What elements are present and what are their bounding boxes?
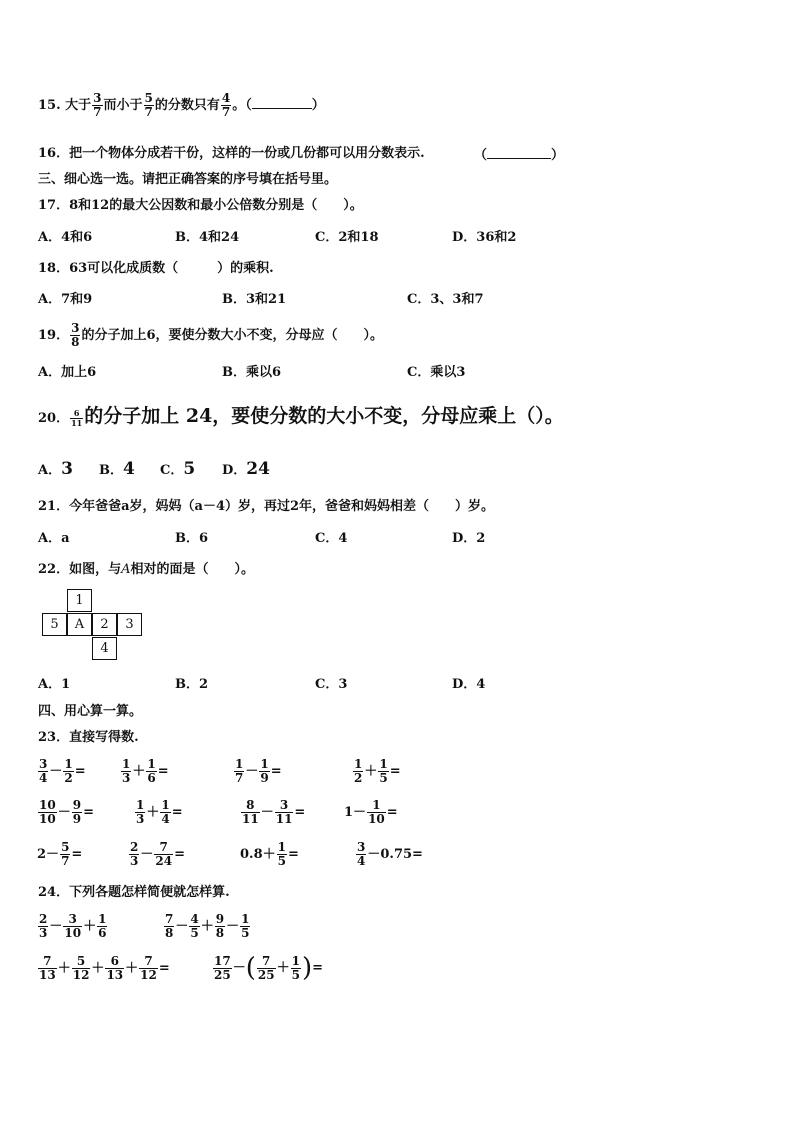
numerator: 5 bbox=[144, 91, 153, 105]
q17-option-c[interactable]: C．2和18 bbox=[315, 230, 379, 245]
q17-option-a[interactable]: A．4和6 bbox=[38, 230, 93, 245]
fraction bbox=[70, 322, 80, 349]
calc-1-3-plus-1-4: $\frac{1}{3}$ ＋ $\frac{1}{4}$ = bbox=[136, 798, 183, 826]
calc-10-10-minus-9-9: $\frac{10}{10}$ － $\frac{9}{9}$ = bbox=[39, 798, 94, 826]
q15-text-1: 大于 bbox=[65, 98, 92, 113]
q21-option-b[interactable]: B．6 bbox=[175, 531, 209, 546]
q15-text-3: 的分数只有 bbox=[154, 98, 220, 113]
q15-text-4: 。（ bbox=[232, 98, 252, 113]
q19 bbox=[38, 322, 383, 349]
net-face-right-1: 2 bbox=[92, 613, 117, 636]
q21-option-a[interactable]: A．a bbox=[38, 531, 70, 546]
q20-option-a[interactable] bbox=[38, 461, 73, 479]
q20-option-c[interactable] bbox=[160, 461, 195, 479]
numerator: 6 bbox=[73, 408, 80, 418]
numerator: 3 bbox=[71, 321, 80, 335]
q22-option-a[interactable]: A．1 bbox=[38, 677, 71, 692]
calc-24-2: $\frac{7}{8}$ － $\frac{4}{5}$ ＋ $\frac{9}{8}$ － $\frac{1}{5}$ bbox=[165, 912, 250, 940]
option-value: 3 bbox=[61, 459, 73, 479]
section-4-heading: 四、用心算一算。 bbox=[38, 704, 143, 719]
q20-option-b[interactable] bbox=[99, 461, 135, 479]
q17-option-b[interactable]: B．4和24 bbox=[175, 230, 240, 245]
q22-variable: A bbox=[121, 562, 131, 577]
fraction bbox=[144, 92, 154, 119]
numerator: 3 bbox=[93, 91, 102, 105]
fraction bbox=[70, 409, 83, 428]
q20 bbox=[38, 404, 564, 428]
fraction bbox=[221, 92, 231, 119]
option-value: 5 bbox=[183, 459, 196, 479]
denominator: 7 bbox=[93, 105, 102, 119]
denominator: 7 bbox=[144, 105, 153, 119]
numerator: 4 bbox=[221, 91, 231, 105]
q20-option-d[interactable] bbox=[222, 461, 270, 479]
q16 bbox=[38, 146, 425, 162]
q22-option-d[interactable]: D．4 bbox=[452, 677, 486, 692]
q18-option-b[interactable]: B．3和21 bbox=[222, 292, 287, 307]
q18-option-c[interactable]: C．3、3和7 bbox=[407, 292, 484, 307]
q20-number: 20． bbox=[38, 411, 70, 426]
q19-number: 19． bbox=[38, 328, 70, 343]
calc-0.8-plus-1-5: 0.8＋ $\frac{1}{5}$ = bbox=[240, 840, 299, 868]
q19-text: 的分子加上6，要使分数大小不变，分母应（ ）。 bbox=[81, 328, 383, 343]
q15-number: 15. bbox=[38, 98, 61, 113]
q19-option-c[interactable]: C．乘以3 bbox=[407, 365, 466, 380]
fraction bbox=[92, 92, 102, 119]
calc-1-minus-1-10: 1－ $\frac{1}{10}$ = bbox=[344, 798, 398, 826]
calc-1-2-plus-1-5: $\frac{1}{2}$ ＋ $\frac{1}{5}$ = bbox=[354, 757, 401, 785]
q15-text-2: 而小于 bbox=[103, 98, 143, 113]
q22-option-b[interactable]: B．2 bbox=[175, 677, 209, 692]
denominator: 7 bbox=[221, 105, 231, 119]
calc-24-3: $\frac{7}{13}$ ＋ $\frac{5}{12}$ ＋ $\frac{6}{13}$ ＋ $\frac{7}{12}$ = bbox=[39, 954, 170, 982]
q16-text: 16．把一个物体分成若干份，这样的一份或几份都可以用分数表示. bbox=[38, 146, 425, 161]
section-3-heading: 三、细心选一选。请把正确答案的序号填在括号里。 bbox=[38, 172, 338, 187]
q16-answer bbox=[474, 146, 564, 164]
q17-text: 17．8和12的最大公因数和最小公倍数分别是（ ）。 bbox=[38, 198, 363, 213]
answer-blank[interactable] bbox=[252, 96, 312, 109]
q22-text-2: 相对的面是（ ）。 bbox=[130, 562, 254, 577]
q15-text-5: ） bbox=[311, 98, 325, 113]
calc-1-7-minus-1-9: $\frac{1}{7}$ － $\frac{1}{9}$ = bbox=[235, 757, 282, 785]
q21-option-d[interactable]: D．2 bbox=[452, 531, 486, 546]
q22 bbox=[38, 562, 254, 578]
denominator: 11 bbox=[71, 418, 83, 428]
q19-option-b[interactable]: B．乘以6 bbox=[222, 365, 282, 380]
option-value: 24 bbox=[246, 459, 270, 479]
answer-blank[interactable] bbox=[487, 146, 551, 159]
net-face-right-2: 3 bbox=[117, 613, 142, 636]
denominator: 8 bbox=[71, 335, 80, 349]
net-face-center: A bbox=[67, 613, 92, 636]
q17-option-d[interactable]: D．36和2 bbox=[452, 230, 517, 245]
q24-text: 24．下列各题怎样简便就怎样算. bbox=[38, 885, 230, 900]
q15 bbox=[38, 92, 325, 119]
net-face-left: 5 bbox=[42, 613, 67, 636]
calc-24-4: $\frac{17}{25}$ －( $\frac{7}{25}$ ＋ $\frac{1}{5}$ )= bbox=[214, 953, 324, 983]
calc-2-3-minus-7-24: $\frac{2}{3}$ － $\frac{7}{24}$ = bbox=[130, 840, 185, 868]
q21-option-c[interactable]: C．4 bbox=[315, 531, 348, 546]
q23-text: 23．直接写得数. bbox=[38, 730, 139, 745]
q18-text: 18．63可以化成质数（ ）的乘积. bbox=[38, 261, 274, 276]
option-letter: D． bbox=[222, 463, 247, 478]
paren-open: （ bbox=[474, 148, 488, 163]
calc-3-4-minus-0.75: $\frac{3}{4}$ －0.75= bbox=[357, 840, 423, 868]
calc-1-3-plus-1-6: $\frac{1}{3}$ ＋ $\frac{1}{6}$ = bbox=[122, 757, 169, 785]
q22-option-c[interactable]: C．3 bbox=[315, 677, 348, 692]
option-value: 4 bbox=[123, 459, 135, 479]
calc-2-minus-5-7: 2－ $\frac{5}{7}$ = bbox=[37, 840, 83, 868]
calc-3-4-minus-1-2: $\frac{3}{4}$ － $\frac{1}{2}$ = bbox=[39, 757, 86, 785]
option-letter: C． bbox=[160, 463, 184, 478]
paren-close: ） bbox=[551, 148, 565, 163]
q22-text: 22．如图，与 bbox=[38, 562, 122, 577]
q18-option-a[interactable]: A．7和9 bbox=[38, 292, 93, 307]
q20-text: 的分子加上 24，要使分数的大小不变，分母应乘上（）。 bbox=[84, 405, 564, 427]
calc-8-11-minus-3-11: $\frac{8}{11}$ － $\frac{3}{11}$ = bbox=[242, 798, 306, 826]
calc-24-1: $\frac{2}{3}$ － $\frac{3}{10}$ ＋ $\frac{1}{6}$ bbox=[39, 912, 107, 940]
net-face-top: 1 bbox=[67, 589, 92, 612]
q19-option-a[interactable]: A．加上6 bbox=[38, 365, 97, 380]
option-letter: B． bbox=[99, 463, 123, 478]
option-letter: A． bbox=[38, 463, 62, 478]
net-face-bottom: 4 bbox=[92, 637, 117, 660]
q21-text: 21．今年爸爸a岁，妈妈（a－4）岁，再过2年，爸爸和妈妈相差（ ）岁。 bbox=[38, 499, 495, 514]
